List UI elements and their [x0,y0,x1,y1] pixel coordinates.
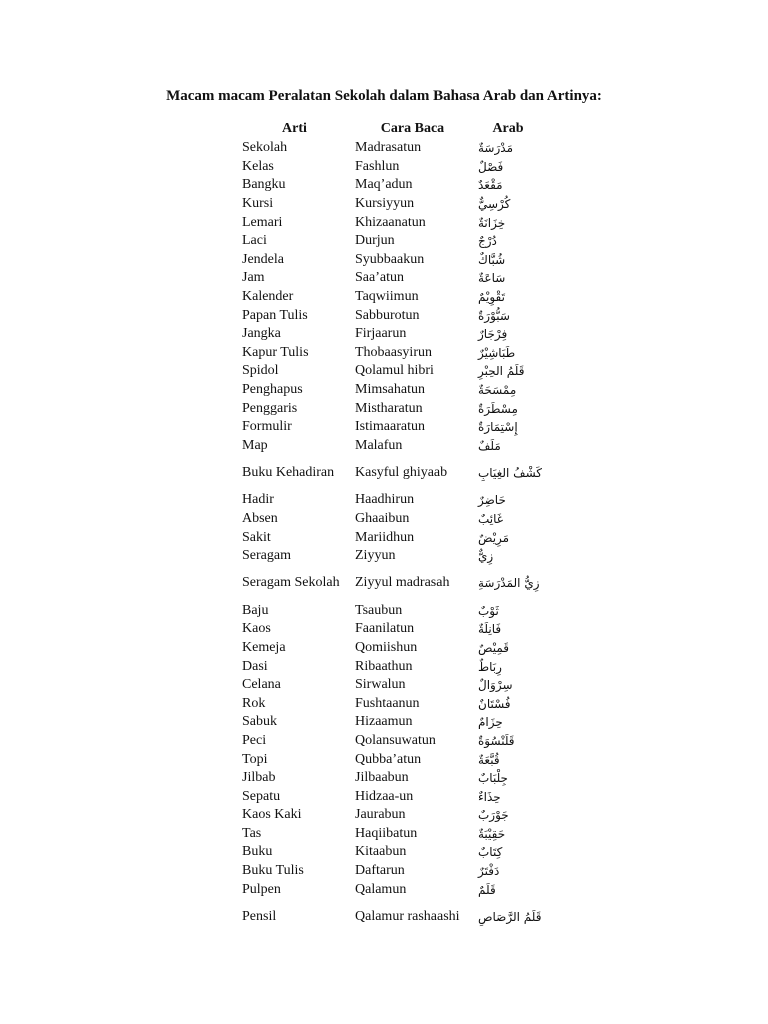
cell-arab: سِرْوَالٌ [478,678,513,693]
cell-arab: طَبَاشِيْرٌ [478,345,516,360]
cell-arab: حَقِيْبَةٌ [478,826,506,841]
cell-cara-baca: Sabburotun [355,307,420,323]
cell-cara-baca: Faanilatun [355,621,415,637]
cell-cara-baca: Kitaabun [355,844,407,860]
table-row [238,565,542,601]
cell-arab: مِسْطَرَةٌ [478,401,518,416]
cell-arti: Topi [242,751,268,767]
table-row [238,325,542,344]
table-row [238,381,542,400]
cell-arti: Kemeja [242,639,286,655]
cell-arab: فَانِلَةٌ [478,622,502,637]
cell-arab: خِزَانَةٌ [478,215,506,230]
cell-arab: مَرِيْضٌ [478,530,510,545]
cell-cara-baca: Qolansuwatun [355,732,436,748]
cell-arti: Buku Kehadiran [242,465,335,481]
cell-arti: Seragam [242,548,291,564]
cell-arti: Sepatu [242,788,281,804]
table-row [238,344,542,363]
table-row [238,547,542,566]
table-row [238,251,542,270]
table-row [238,455,542,491]
cell-arab: فُسْتَانٌ [478,696,511,711]
cell-cara-baca: Mimsahatun [355,382,425,398]
table-row [238,880,542,899]
cell-arti: Kalender [242,289,294,305]
cell-arti: Map [242,437,268,453]
cell-arti: Dasi [242,658,268,674]
cell-cara-baca: Khizaanatun [355,214,426,230]
cell-cara-baca: Fashlun [355,158,400,174]
cell-arab: رِبَاطٌ [478,659,502,674]
cell-cara-baca: Daftarun [355,863,405,879]
cell-cara-baca: Jilbaabun [355,770,409,786]
table-row [238,862,542,881]
cell-arti: Kaos [242,621,271,637]
cell-arab: جِلْبَابٌ [478,771,508,786]
cell-arab: فِرْجَارٌ [478,327,508,342]
cell-cara-baca: Ghaaibun [355,510,410,526]
table-row [238,787,542,806]
cell-cara-baca: Qubba’atun [355,751,422,767]
table-row [238,639,542,658]
table-row [238,732,542,751]
cell-cara-baca: Thobaasyirun [355,344,432,360]
cell-arti: Kapur Tulis [242,344,309,360]
header-arab: Arab [492,121,524,136]
cell-arti: Laci [242,233,267,249]
cell-arab: إِسْتِمَارَةٌ [478,420,518,435]
cell-arab: دُرْجٌ [478,234,497,249]
cell-arab: زِيٌّ [478,549,494,564]
cell-arti: Sabuk [242,714,277,730]
table-row [238,601,542,620]
header-cara-baca: Cara Baca [380,121,445,136]
cell-arab: حَاضِرٌ [478,493,506,508]
cell-arti: Sekolah [242,140,288,156]
table-row [238,694,542,713]
cell-arti: Jangka [242,326,281,342]
cell-cara-baca: Fushtaanun [355,695,420,711]
table-row [238,528,542,547]
cell-arti: Kursi [242,196,274,212]
table-row [238,825,542,844]
cell-cara-baca: Syubbaakun [355,251,425,267]
table-row [238,158,542,177]
table-row [238,306,542,325]
cell-cara-baca: Mistharatun [355,400,423,416]
table-row [238,806,542,825]
cell-cara-baca: Tsaubun [355,602,403,618]
table-row [238,232,542,251]
cell-cara-baca: Maq’adun [355,177,413,193]
cell-cara-baca: Istimaaratun [355,419,425,435]
vocabulary-rows [238,139,542,935]
cell-arti: Penghapus [242,382,303,398]
cell-cara-baca: Haadhirun [355,492,415,508]
cell-arab: غَائِبٌ [478,511,504,526]
cell-arab: جَوْرَبٌ [478,808,509,823]
cell-cara-baca: Qomiishun [355,639,418,655]
cell-arti: Hadir [242,492,274,508]
cell-arti: Papan Tulis [242,307,308,323]
cell-arab: مَلَفٌ [478,438,501,453]
table-row [238,769,542,788]
cell-arab: كُرْسِيٌّ [478,197,511,212]
cell-cara-baca: Durjun [355,233,395,249]
cell-cara-baca: Kasyful ghiyaab [355,465,448,481]
cell-cara-baca: Firjaarun [355,326,407,342]
cell-arab: تَقْوِيْمٌ [478,290,505,305]
cell-arab: قَلَمٌ [478,882,496,897]
cell-cara-baca: Ziyyul madrasah [355,575,450,591]
cell-arab: مَقْعَدٌ [478,178,503,193]
table-row [238,288,542,307]
table-row [238,657,542,676]
cell-arti: Jendela [242,251,284,267]
table-row [238,750,542,769]
table-row [238,899,542,935]
cell-cara-baca: Sirwalun [355,677,406,693]
cell-arti: Lemari [242,214,283,230]
cell-arti: Kelas [242,158,274,174]
cell-arti: Spidol [242,363,279,379]
cell-arti: Buku Tulis [242,863,304,879]
cell-arti: Rok [242,695,266,711]
table-row [238,676,542,695]
cell-arab: زِيُّ المَدْرَسَةِ [478,576,540,591]
table-row [238,269,542,288]
cell-arab: مِمْسَحَةٌ [478,383,517,398]
table-row [238,491,542,510]
cell-arab: حِزَامٌ [478,715,503,730]
cell-arti: Pensil [242,908,277,924]
cell-cara-baca: Madrasatun [355,140,422,156]
table-row [238,418,542,437]
table-row [238,510,542,529]
cell-cara-baca: Haqiibatun [355,825,418,841]
cell-cara-baca: Hidzaa-un [355,788,414,804]
cell-arti: Formulir [242,419,292,435]
cell-arab: حِذَاءٌ [478,789,501,804]
table-row [238,195,542,214]
cell-cara-baca: Mariidhun [355,529,415,545]
table-row [238,620,542,639]
cell-arti: Celana [242,677,281,693]
vocabulary-table [238,119,542,935]
cell-arti: Penggaris [242,400,298,416]
cell-cara-baca: Malafun [355,437,403,453]
cell-arab: شُبَّاكٌ [478,252,506,267]
cell-arab: قُبَّعَةٌ [478,752,500,767]
cell-arti: Tas [242,825,262,841]
table-row [238,213,542,232]
table-row [238,362,542,381]
table-row [238,399,542,418]
cell-arab: كَشْفُ الغِيَابِ [478,466,543,481]
cell-arab: مَدْرَسَةٌ [478,141,514,156]
cell-cara-baca: Kursiyyun [355,196,415,212]
cell-cara-baca: Ziyyun [355,548,396,564]
cell-cara-baca: Jaurabun [355,807,406,823]
cell-arab: قَلَنْسُوَةٌ [478,733,515,748]
cell-arab: سَبُّوْرَةٌ [478,308,510,323]
cell-arti: Jilbab [242,770,276,786]
cell-arab: قَلَمُ الرَّصَاصِ [478,909,542,924]
cell-arti: Kaos Kaki [242,807,302,823]
cell-arti: Pulpen [242,881,281,897]
cell-cara-baca: Qalamur rashaashi [355,908,460,924]
table-row [238,713,542,732]
cell-cara-baca: Ribaathun [355,658,413,674]
cell-arab: دَفْتَرٌ [478,864,500,879]
cell-arti: Buku [242,844,273,860]
cell-arti: Baju [242,602,269,618]
table-row [238,843,542,862]
cell-arti: Seragam Sekolah [242,575,340,591]
cell-arab: سَاعَةٌ [478,271,506,286]
cell-arab: كِتَابٌ [478,845,503,860]
cell-cara-baca: Qolamul hibri [355,363,434,379]
cell-arab: ثَوْبٌ [478,603,499,618]
cell-arti: Sakit [242,529,271,545]
cell-arti: Absen [242,510,278,526]
table-header-row [238,119,542,139]
table-row [238,139,542,158]
cell-arab: قَلَمُ الحِبْرِ [478,364,525,379]
cell-cara-baca: Taqwiimun [355,289,419,305]
cell-arti: Bangku [242,177,286,193]
cell-arti: Jam [242,270,265,286]
cell-arti: Peci [242,732,267,748]
cell-cara-baca: Qalamun [355,881,407,897]
cell-cara-baca: Saa’atun [355,270,404,286]
cell-cara-baca: Hizaamun [355,714,413,730]
table-row [238,176,542,195]
table-row [238,437,542,456]
page-title: Macam macam Peralatan Sekolah dalam Bahasa Arab dan Artinya: [166,88,602,104]
cell-arab: قَمِيْصٌ [478,640,509,655]
header-arti: Arti [282,121,307,136]
cell-arab: فَصْلٌ [478,159,504,174]
